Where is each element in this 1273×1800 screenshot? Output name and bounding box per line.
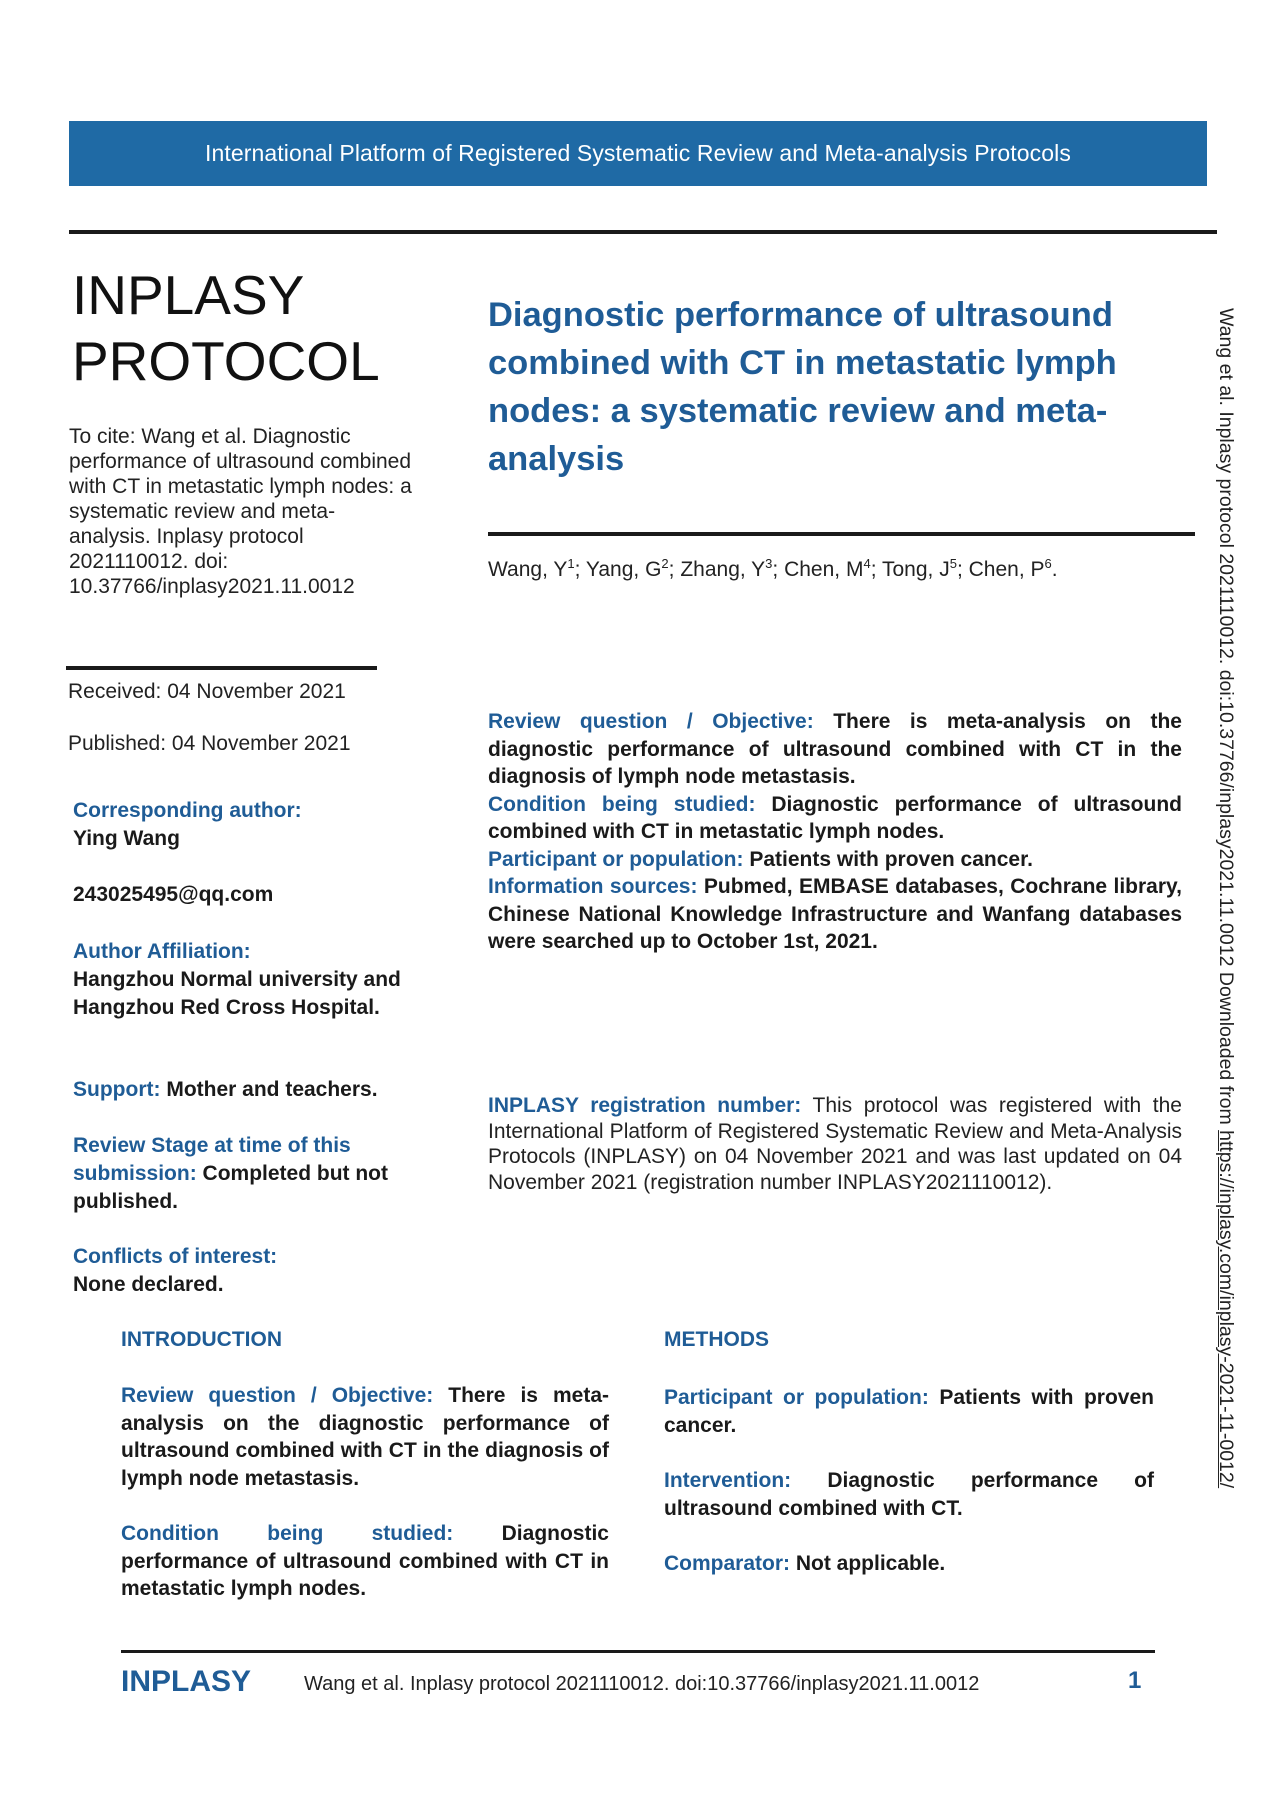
methods-participant: Participant or population: Patients with proven cancer. (664, 1386, 1154, 1437)
author-affiliation-number: 1 (567, 556, 575, 571)
brand-line-1: INPLASY (72, 264, 305, 326)
author-name: Zhang, Y (680, 558, 766, 581)
review-stage-label: Review Stage at time of this submission: (73, 1134, 351, 1185)
article-title: Diagnostic performance of ultrasound combined with CT in metastatic lymph nodes: a systematic review and meta-analysis (488, 296, 1117, 478)
citation-text: To cite: Wang et al. Diagnostic performance of ultrasound combined with CT in metastatic lymph nodes: a systematic review and meta-analysis. Inplasy protocol 2021110012. doi: 10.37766/inplasy2021.11.0012 (69, 425, 412, 598)
introduction-column (121, 1382, 609, 1631)
support-block (73, 1076, 453, 1104)
footer-brand: INPLASY (121, 1665, 252, 1698)
corresponding-author-block (73, 797, 423, 853)
author-email: 243025495@qq.com (73, 883, 274, 906)
author-list: Wang, $Y^1$; Yang, $G^2$; Zhang, $Y^3$; Chen, $M^4$; Tong, $J^5$; Chen, $P^6$. (488, 556, 1058, 581)
author-name: Chen, M (784, 558, 864, 581)
download-link[interactable]: https://inplasy.com/inplasy-2021-11-0012/ (1215, 1130, 1237, 1489)
footer-citation: Wang et al. Inplasy protocol 2021110012. doi:10.37766/inplasy2021.11.0012 (304, 1673, 980, 1695)
title-rule (488, 532, 1195, 536)
affiliation-block (73, 938, 403, 1022)
methods-comparator: Comparator: Not applicable. (664, 1552, 946, 1575)
author-affiliation-number: 5 (949, 556, 957, 571)
conflicts-label: Conflicts of interest: (73, 1245, 278, 1268)
citation-rule (66, 666, 377, 670)
summary-condition: Condition being studied: Diagnostic performance of ultrasound combined with CT in metastatic lymph nodes. (488, 792, 1182, 843)
summary-participant: Participant or population: Patients with proven cancer. (488, 847, 1033, 871)
published-date: Published: 04 November 2021 (68, 732, 351, 755)
author-name: Tong, J (881, 558, 950, 581)
author-affiliation-number: 4 (863, 556, 871, 571)
review-stage-block (73, 1132, 413, 1216)
author-affiliation-number: 3 (765, 556, 773, 571)
methods-intervention: Intervention: Diagnostic performance of ultrasound combined with CT. (664, 1469, 1154, 1520)
brand-line-2: PROTOCOL (72, 330, 380, 392)
summary-review-question: Review question / Objective: There is meta-analysis on the diagnostic performance of ultrasound combined with CT in the diagnosis of lymph node metastasis. (488, 710, 1182, 788)
author-name: Chen, P (968, 558, 1045, 581)
registration-block (488, 1093, 1182, 1195)
support-value: Mother and teachers. (166, 1078, 378, 1101)
page-number: 1 (1128, 1667, 1142, 1694)
banner-text: International Platform of Registered Systematic Review and Meta-analysis Protocols (205, 140, 1071, 166)
review-stage-value: Completed but not published. (73, 1162, 389, 1213)
author-affiliation-number: 6 (1044, 556, 1052, 571)
intro-review-question: Review question / Objective: There is meta-analysis on the diagnostic performance of ultrasound combined with CT in the diagnosis of lymph node metastasis. (121, 1384, 609, 1490)
affiliation-label: Author Affiliation: (73, 940, 251, 963)
summary-information-sources: Information sources: Pubmed, EMBASE databases, Cochrane library, Chinese National Knowledge Infrastructure and Wanfang databases were searched up to October 1st, 2021. (488, 875, 1182, 953)
footer-rule (121, 1650, 1155, 1653)
methods-column (664, 1384, 1154, 1606)
conflicts-block (73, 1243, 423, 1299)
registration-text: This protocol was registered with the International Platform of Registered Systematic Review and Meta-Analysis Protocols (INPLASY) on 04 November 2021 and was last updated on 04 November 2021 (registration number INPLASY2021110012). (488, 1094, 1182, 1194)
corresponding-author-name: Ying Wang (73, 827, 180, 850)
methods-heading: METHODS (664, 1328, 769, 1351)
vertical-note-text: Wang et al. Inplasy protocol 2021110012. doi:10.37766/inplasy2021.11.0012 Downloaded from (1215, 308, 1237, 1131)
author-name: Wang, Y (488, 558, 568, 581)
author-affiliation-number: 2 (661, 556, 669, 571)
platform-banner (69, 121, 1207, 186)
author-name: Yang, G (585, 558, 662, 581)
vertical-download-note (1214, 308, 1237, 1488)
top-rule (69, 230, 1217, 234)
conflicts-value: None declared. (73, 1273, 224, 1296)
received-date: Received: 04 November 2021 (68, 680, 346, 703)
corresponding-author-label: Corresponding author: (73, 799, 302, 822)
introduction-heading: INTRODUCTION (121, 1328, 282, 1351)
summary-block (488, 708, 1182, 956)
intro-condition: Condition being studied: Diagnostic performance of ultrasound combined with CT in metastatic lymph nodes. (121, 1522, 609, 1600)
registration-label: INPLASY registration number: (488, 1094, 802, 1117)
affiliation-value: Hangzhou Normal university and Hangzhou Red Cross Hospital. (73, 968, 401, 1019)
protocol-brand (72, 262, 380, 394)
support-label: Support: (73, 1078, 161, 1101)
